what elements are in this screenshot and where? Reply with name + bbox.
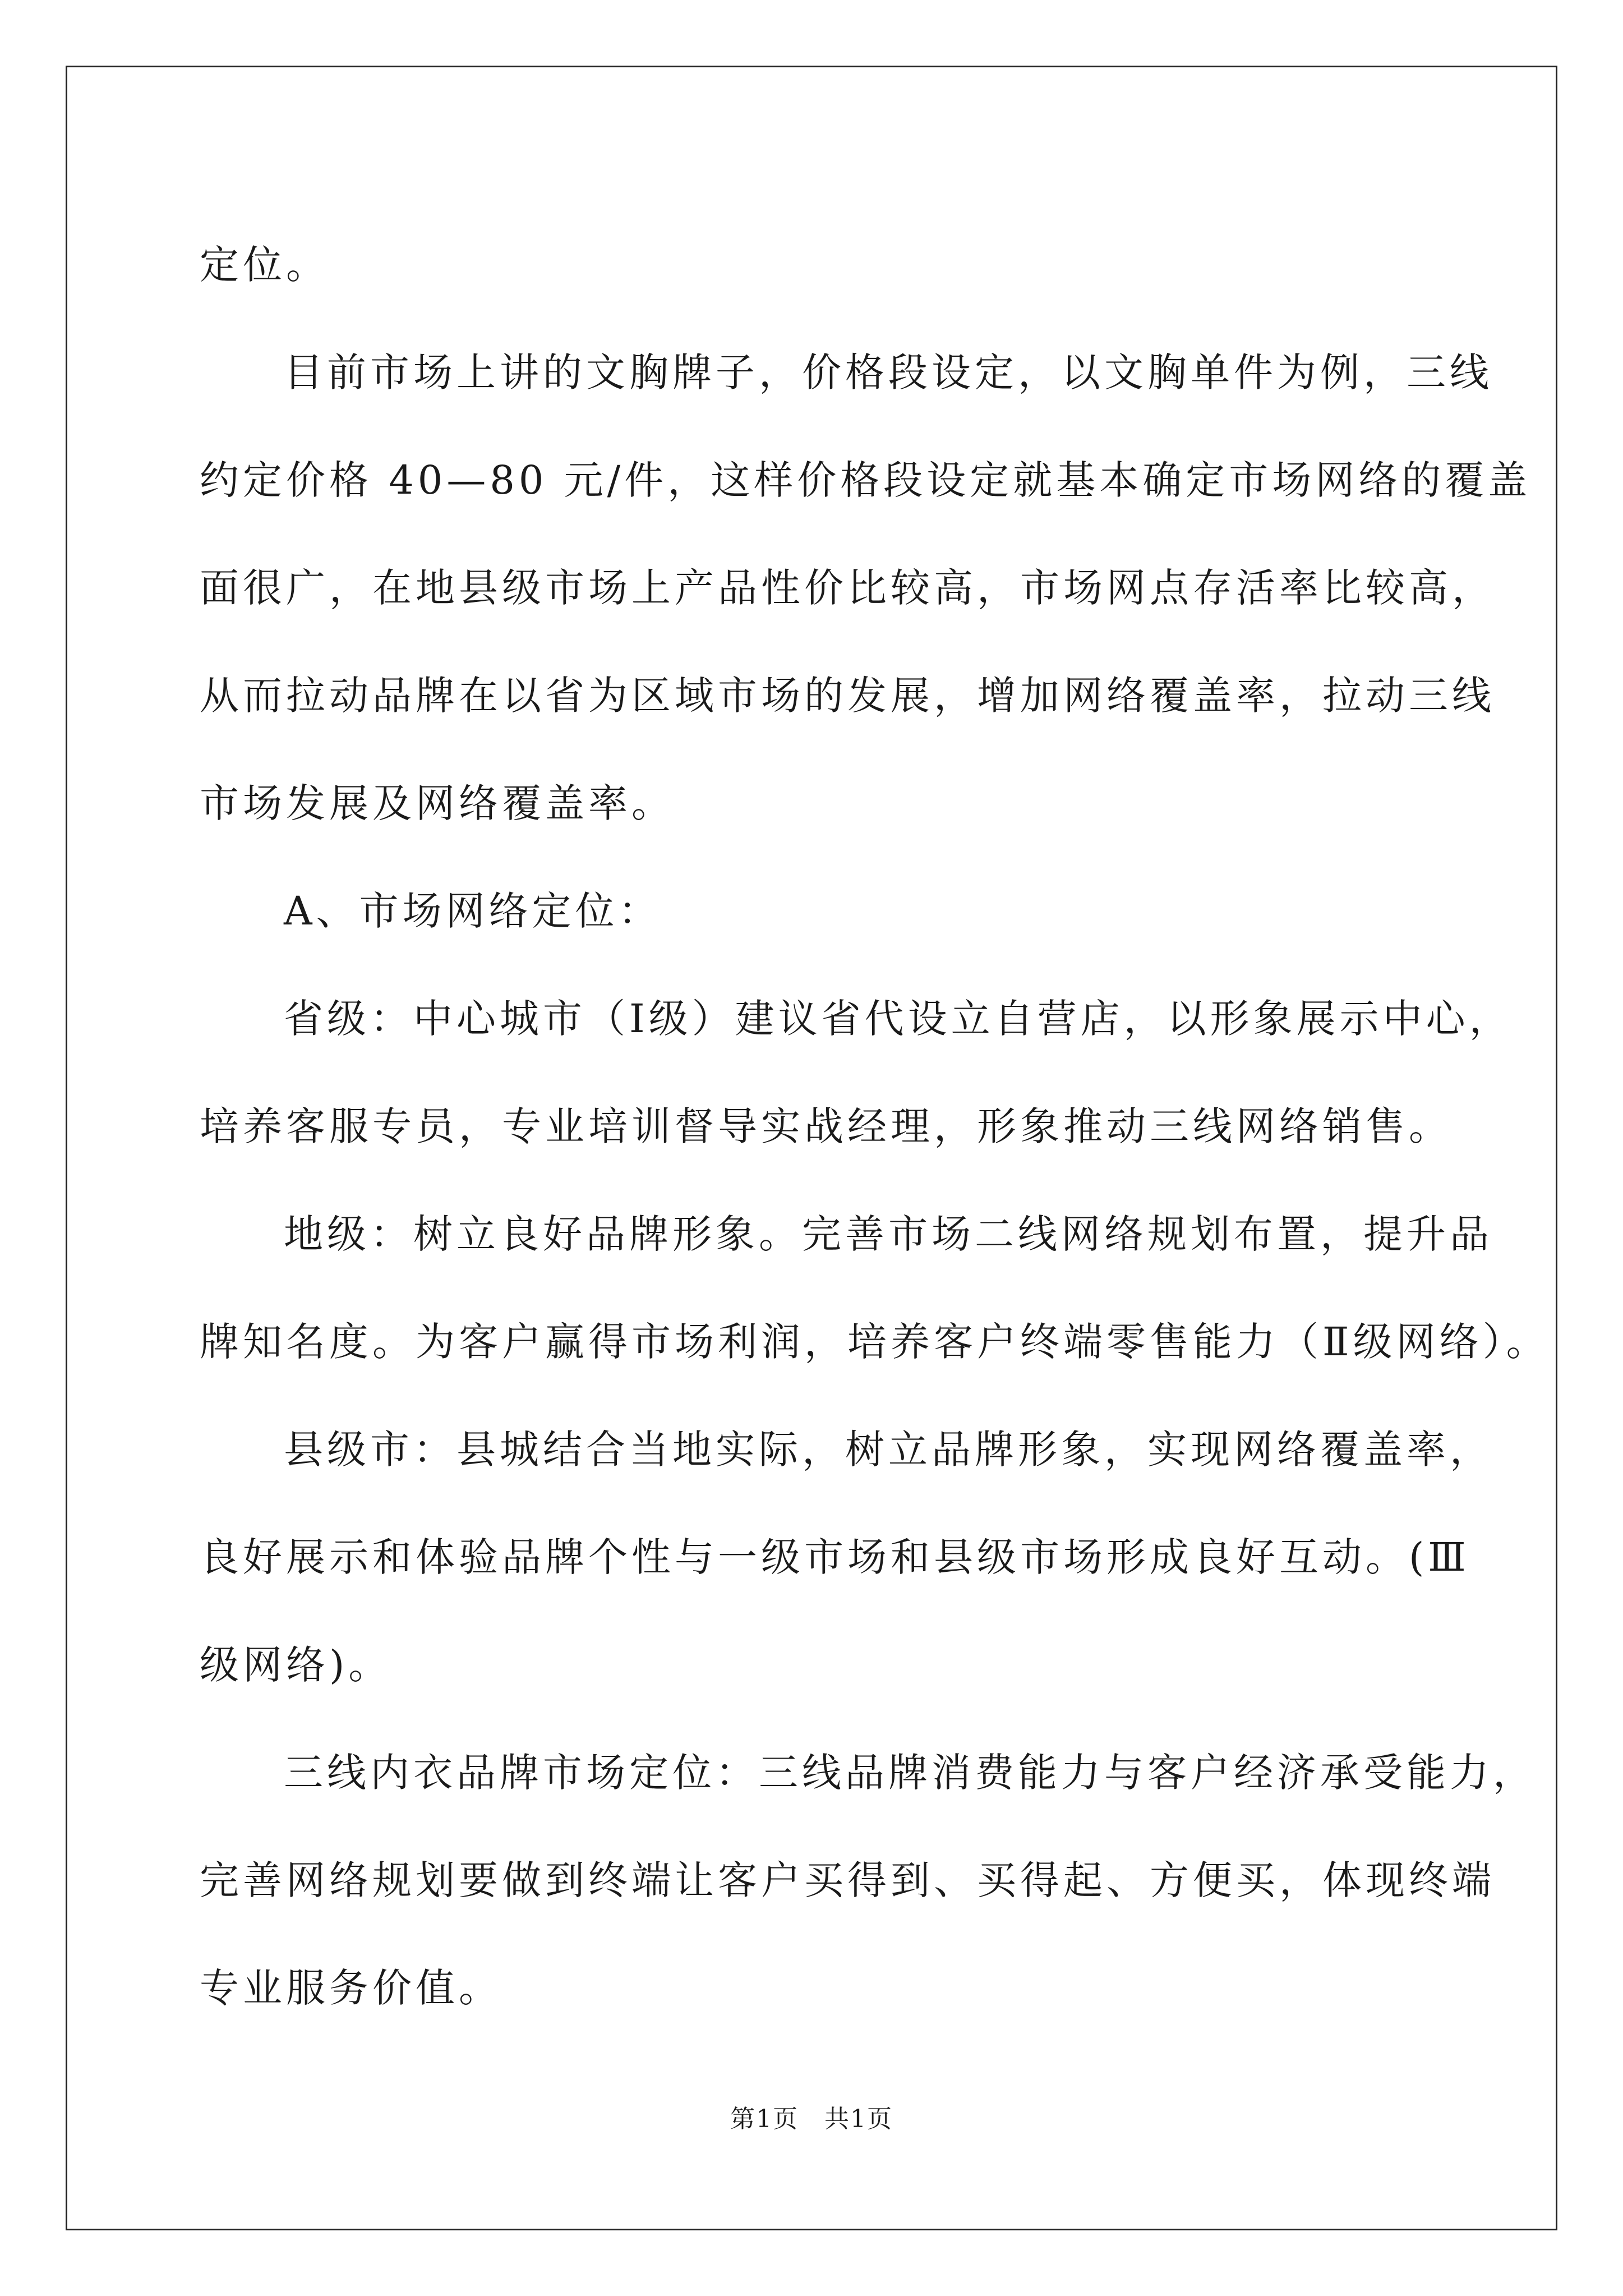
text-line-1: 定位。: [200, 242, 329, 288]
text-line-17: 专业服务价值。: [200, 1965, 502, 2011]
text-line-16: 完善网络规划要做到终端让客户买得到、买得起、方便买，体现终端: [200, 1857, 1495, 1903]
text-line-2: 目前市场上讲的文胸牌子，价格段设定，以文胸单件为例，三线: [284, 349, 1493, 395]
document-body: [200, 211, 1550, 2042]
text-line-12: 县级市：县城结合当地实际，树立品牌形象，实现网络覆盖率，: [284, 1427, 1493, 1473]
text-line-13: 良好展示和体验品牌个性与一级市场和县级市场形成良好互动。(Ⅲ: [200, 1534, 1470, 1580]
text-line-14: 级网络)。: [200, 1642, 392, 1688]
text-line-4: 面很广，在地县级市场上产品性价比较高，市场网点存活率比较高，: [200, 565, 1495, 611]
text-line-3: 约定价格 40—80 元/件，这样价格段设定就基本确定市场网络的覆盖: [200, 457, 1532, 503]
text-line-10: 地级：树立良好品牌形象。完善市场二线网络规划布置，提升品: [284, 1211, 1493, 1257]
text-line-15: 三线内衣品牌市场定位：三线品牌消费能力与客户经济承受能力，: [284, 1750, 1536, 1796]
text-line-5: 从而拉动品牌在以省为区域市场的发展，增加网络覆盖率，拉动三线: [200, 673, 1495, 719]
page-number-footer: 第1页 共1页: [730, 2105, 893, 2133]
text-line-11: 牌知名度。为客户赢得市场利润，培养客户终端零售能力（Ⅱ级网络）。: [200, 1319, 1550, 1365]
text-line-8: 省级：中心城市（Ⅰ级）建议省代设立自营店，以形象展示中心，: [284, 996, 1513, 1042]
text-line-6: 市场发展及网络覆盖率。: [200, 780, 675, 826]
section-heading-a: A、市场网络定位：: [284, 888, 662, 934]
text-line-9: 培养客服专员，专业培训督导实战经理，形象推动三线网络销售。: [200, 1103, 1452, 1149]
